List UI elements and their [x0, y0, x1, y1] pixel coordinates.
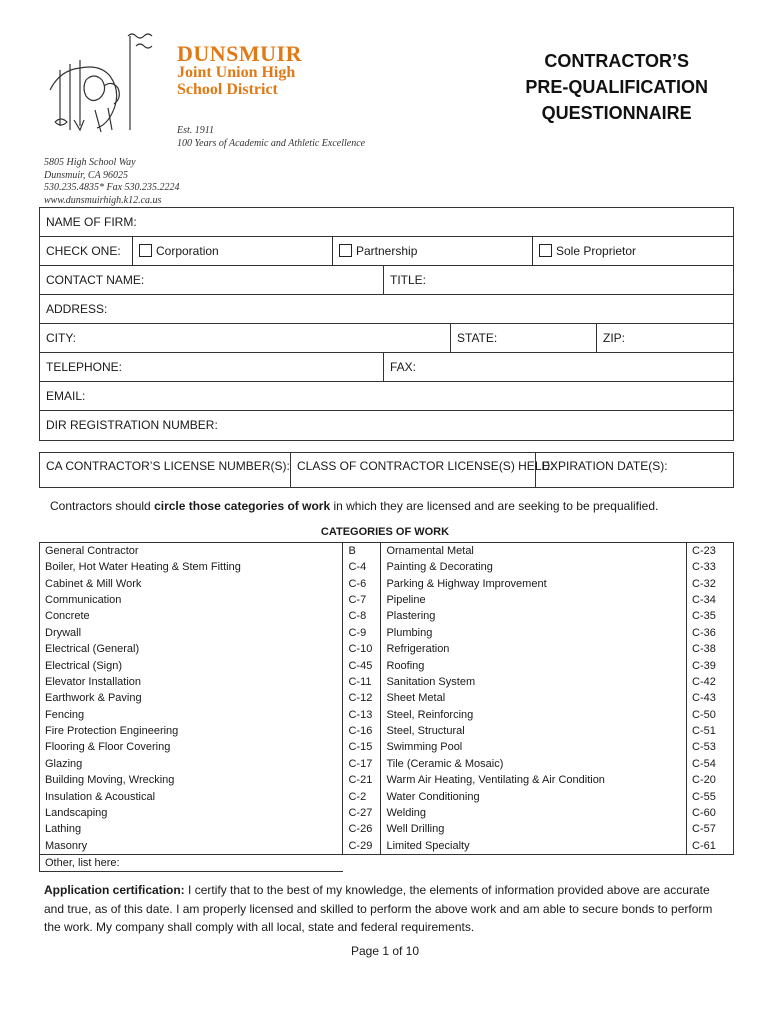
school-address — [44, 157, 180, 207]
category-code[interactable]: C-29 — [343, 838, 381, 855]
category-code[interactable]: C-39 — [687, 657, 734, 673]
partnership-checkbox[interactable] — [339, 244, 352, 257]
category-row — [40, 625, 734, 641]
categories-table — [39, 542, 734, 872]
category-row — [40, 805, 734, 821]
category-row — [40, 559, 734, 575]
category-code[interactable]: C-21 — [343, 772, 381, 788]
category-code[interactable]: C-42 — [687, 674, 734, 690]
title-label: TITLE: — [390, 273, 427, 287]
category-code[interactable]: C-20 — [687, 772, 734, 788]
category-code[interactable]: C-54 — [687, 756, 734, 772]
category-code[interactable]: C-36 — [687, 625, 734, 641]
category-code[interactable]: C-32 — [687, 575, 734, 591]
category-name[interactable]: Lathing — [40, 821, 343, 837]
category-code[interactable]: C-13 — [343, 707, 381, 723]
category-name[interactable]: Painting & Decorating — [386, 561, 493, 574]
category-name[interactable]: Electrical (General) — [40, 641, 343, 657]
email-label: EMAIL: — [46, 389, 86, 403]
name-of-firm-field[interactable] — [40, 208, 735, 236]
title-line: QUESTIONNAIRE — [541, 103, 692, 123]
contact-name-label: CONTACT NAME: — [46, 273, 145, 287]
category-code[interactable]: C-50 — [687, 707, 734, 723]
category-name[interactable]: Water Conditioning — [386, 790, 480, 803]
license-info-row — [39, 452, 734, 488]
license-class-field[interactable] — [290, 453, 554, 487]
category-name[interactable]: Insulation & Acoustical — [40, 788, 343, 804]
zip-field[interactable] — [596, 324, 735, 352]
title-line: PRE-QUALIFICATION — [525, 77, 708, 97]
instructions-emphasis: circle those categories of work — [154, 499, 331, 513]
category-name[interactable]: Parking & Highway Improvement — [386, 577, 547, 590]
category-code[interactable]: B — [343, 543, 381, 560]
category-code[interactable]: C-57 — [687, 821, 734, 837]
category-code[interactable]: C-11 — [343, 674, 381, 690]
state-field[interactable] — [450, 324, 596, 352]
instructions — [50, 499, 658, 513]
category-name[interactable]: General Contractor — [40, 543, 343, 560]
license-number-label: CA CONTRACTOR’S LICENSE NUMBER(S): — [46, 459, 290, 473]
category-name[interactable]: Well Drilling — [386, 823, 445, 836]
dir-registration-label: DIR REGISTRATION NUMBER: — [46, 418, 218, 432]
license-number-field[interactable] — [40, 453, 290, 487]
certification — [44, 881, 724, 937]
school-name — [177, 42, 302, 99]
firm-info-form — [39, 207, 734, 441]
row-dir — [40, 411, 733, 440]
category-row — [40, 592, 734, 608]
school-name-line2: Joint Union High — [177, 64, 296, 82]
address-label: ADDRESS: — [46, 302, 108, 316]
other-row — [40, 854, 734, 871]
row-check-one — [40, 237, 733, 266]
category-code[interactable]: C-61 — [687, 838, 734, 855]
corporation-label: Corporation — [156, 244, 219, 258]
category-code[interactable]: C-55 — [687, 788, 734, 804]
contact-name-field[interactable] — [40, 266, 383, 294]
category-code[interactable]: C-7 — [343, 592, 381, 608]
category-name[interactable]: Sheet Metal — [386, 692, 446, 705]
category-code[interactable]: C-35 — [687, 608, 734, 624]
check-one-label: CHECK ONE: — [46, 244, 121, 258]
category-row — [40, 756, 734, 772]
state-label: STATE: — [457, 331, 498, 345]
est-year: Est. 1911 — [177, 125, 215, 136]
expiration-date-field[interactable] — [535, 453, 735, 487]
category-row — [40, 674, 734, 690]
category-name[interactable]: Swimming Pool — [386, 741, 463, 754]
category-code[interactable]: C-12 — [343, 690, 381, 706]
category-name[interactable]: Steel, Reinforcing — [386, 708, 474, 721]
category-name[interactable]: Steel, Structural — [386, 725, 465, 738]
address-line: 530.235.4835* Fax 530.235.2224 — [44, 182, 180, 193]
category-name[interactable]: Masonry — [40, 838, 343, 855]
category-name[interactable]: Tile (Ceramic & Mosaic) — [386, 757, 504, 770]
category-name[interactable]: Building Moving, Wrecking — [40, 772, 343, 788]
est-motto: 100 Years of Academic and Athletic Excellence — [177, 138, 366, 149]
categories-title: CATEGORIES OF WORK — [320, 526, 450, 538]
category-name[interactable]: Sanitation System — [386, 675, 476, 688]
row-email — [40, 382, 733, 411]
category-name[interactable]: Pipeline — [386, 593, 426, 606]
name-of-firm-label: NAME OF FIRM: — [46, 215, 137, 229]
category-name[interactable]: Welding — [386, 807, 426, 820]
category-name[interactable]: Cabinet & Mill Work — [40, 575, 343, 591]
instructions-text-1: Contractors should — [50, 499, 155, 513]
category-row — [40, 608, 734, 624]
category-name[interactable]: Electrical (Sign) — [40, 657, 343, 673]
title-line: CONTRACTOR’S — [544, 51, 689, 71]
city-field[interactable] — [40, 324, 450, 352]
category-row — [40, 772, 734, 788]
address-line: Dunsmuir, CA 96025 — [44, 169, 128, 181]
email-field[interactable] — [40, 382, 735, 410]
category-name[interactable]: Plumbing — [386, 626, 433, 639]
row-phone — [40, 353, 733, 382]
category-row — [40, 707, 734, 723]
category-name[interactable]: Ornamental Metal — [381, 543, 687, 560]
category-code[interactable]: C-43 — [687, 690, 734, 706]
school-name-line1: DUNSMUIR — [177, 41, 302, 66]
category-name[interactable]: Concrete — [40, 608, 343, 624]
row-name-of-firm — [40, 208, 733, 237]
category-code[interactable]: C-6 — [343, 575, 381, 591]
title-field[interactable] — [383, 266, 735, 294]
category-row — [40, 641, 734, 657]
dir-registration-field[interactable] — [40, 411, 735, 440]
category-name[interactable]: Boiler, Hot Water Heating & Stem Fitting — [40, 559, 343, 575]
other-label[interactable]: Other, list here: — [40, 854, 343, 871]
telephone-field[interactable] — [40, 353, 383, 381]
category-row — [40, 788, 734, 804]
row-contact — [40, 266, 733, 295]
address-line: 5805 High School Way — [44, 157, 136, 168]
category-code[interactable]: C-23 — [687, 543, 734, 560]
category-name[interactable]: Fencing — [40, 707, 343, 723]
expiration-date-label: EXPIRATION DATE(S): — [542, 459, 668, 473]
category-name[interactable]: Warm Air Heating, Ventilating & Air Condition — [386, 774, 605, 787]
category-row — [40, 690, 734, 706]
category-row — [40, 838, 734, 855]
certification-label: Application certification: — [44, 883, 185, 897]
category-name[interactable]: Glazing — [40, 756, 343, 772]
row-city — [40, 324, 733, 353]
sole-proprietor-checkbox[interactable] — [539, 244, 552, 257]
category-code[interactable]: C-2 — [343, 788, 381, 804]
category-name[interactable]: Plastering — [386, 610, 436, 623]
category-row — [40, 739, 734, 755]
category-name[interactable]: Drywall — [40, 625, 343, 641]
category-code[interactable]: C-60 — [687, 805, 734, 821]
address-field[interactable] — [40, 295, 735, 323]
category-row — [40, 543, 734, 560]
category-code[interactable]: C-17 — [343, 756, 381, 772]
category-row — [40, 575, 734, 591]
category-name[interactable]: Landscaping — [40, 805, 343, 821]
instructions-text-2: in which they are licensed and are seeking to be prequalified. — [330, 499, 659, 513]
school-logo-art — [40, 30, 175, 148]
category-code[interactable]: C-45 — [343, 657, 381, 673]
telephone-label: TELEPHONE: — [46, 360, 123, 374]
category-code[interactable]: C-4 — [343, 559, 381, 575]
page-number: Page 1 of 10 — [350, 944, 420, 958]
category-name[interactable]: Communication — [40, 592, 343, 608]
category-name[interactable]: Elevator Installation — [40, 674, 343, 690]
city-label: CITY: — [46, 331, 77, 345]
license-class-label: CLASS OF CONTRACTOR LICENSE(S) HELD: — [297, 459, 554, 473]
category-row — [40, 657, 734, 673]
category-code[interactable]: C-38 — [687, 641, 734, 657]
category-code[interactable]: C-53 — [687, 739, 734, 755]
category-name[interactable]: Limited Specialty — [381, 838, 687, 855]
document-title — [525, 48, 708, 126]
corporation-checkbox[interactable] — [139, 244, 152, 257]
category-code[interactable]: C-15 — [343, 739, 381, 755]
option-corporation[interactable] — [132, 237, 332, 265]
category-code[interactable]: C-27 — [343, 805, 381, 821]
fax-label: FAX: — [390, 360, 417, 374]
category-code[interactable]: C-10 — [343, 641, 381, 657]
category-name[interactable]: Earthwork & Paving — [40, 690, 343, 706]
established-note — [177, 124, 365, 150]
category-name[interactable]: Flooring & Floor Covering — [40, 739, 343, 755]
option-partnership[interactable] — [332, 237, 532, 265]
category-code[interactable]: C-34 — [687, 592, 734, 608]
category-row — [40, 723, 734, 739]
category-code[interactable]: C-33 — [687, 559, 734, 575]
row-address — [40, 295, 733, 324]
school-name-line3: School District — [177, 80, 278, 98]
category-name[interactable]: Roofing — [386, 659, 425, 672]
zip-label: ZIP: — [603, 331, 626, 345]
certification-text: I certify that to the best of my knowledge, the elements of information provided above are accurate and true, as of this date. I am properly licensed and skilled to perform the above work and am able to secure bonds to perform the work. My company shall comply with all local, state and federal requirements. — [44, 883, 713, 934]
fax-field[interactable] — [383, 353, 735, 381]
category-name[interactable]: Fire Protection Engineering — [40, 723, 343, 739]
category-row — [40, 821, 734, 837]
partnership-label: Partnership — [356, 244, 418, 258]
category-code[interactable]: C-16 — [343, 723, 381, 739]
option-sole-proprietor[interactable] — [532, 237, 735, 265]
category-code[interactable]: C-8 — [343, 608, 381, 624]
category-code[interactable]: C-51 — [687, 723, 734, 739]
category-code[interactable]: C-26 — [343, 821, 381, 837]
sole-proprietor-label: Sole Proprietor — [556, 244, 637, 258]
address-line: www.dunsmuirhigh.k12.ca.us — [44, 194, 162, 206]
category-code[interactable]: C-9 — [343, 625, 381, 641]
category-name[interactable]: Refrigeration — [386, 643, 450, 656]
